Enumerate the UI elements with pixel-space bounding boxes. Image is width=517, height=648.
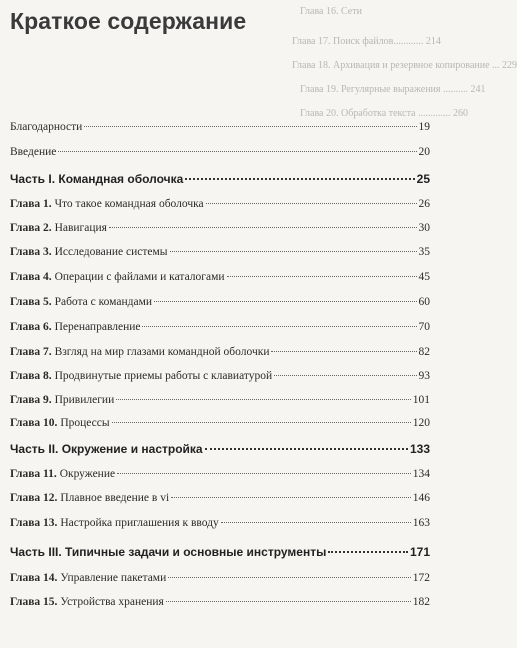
chapter-number: Глава 2. — [10, 222, 55, 234]
entry-title: Продвинутые приемы работы с клавиатурой — [54, 370, 273, 382]
toc-chapter-entry — [10, 393, 430, 407]
page-number: 182 — [412, 596, 430, 608]
entry-title: Работа с командами — [54, 296, 153, 308]
entry-title: Что такое командная оболочка — [54, 198, 204, 210]
bleed-through-text: Глава 17. Поиск файлов............ 214 — [292, 36, 441, 47]
table-of-contents — [10, 0, 430, 648]
page-number: 30 — [418, 222, 430, 234]
bleed-through-text: Глава 20. Обработка текста ............. 260 — [300, 108, 468, 119]
entry-title: Перенаправление — [54, 321, 141, 333]
page-number: 133 — [409, 442, 430, 456]
chapter-number: Глава 11. — [10, 468, 60, 480]
dot-leader — [206, 203, 417, 204]
toc-front-entry — [10, 145, 430, 159]
dot-leader — [109, 227, 417, 228]
toc-chapter-entry — [10, 491, 430, 505]
chapter-number: Глава 8. — [10, 370, 55, 382]
page-number: 45 — [418, 271, 430, 283]
chapter-number: Глава 15. — [10, 596, 61, 608]
dot-leader — [142, 326, 416, 327]
toc-chapter-entry — [10, 197, 430, 211]
entry-title: Благодарности — [10, 121, 83, 133]
dot-leader — [185, 178, 414, 180]
page-number: 163 — [412, 517, 430, 529]
bleed-through-text: Глава 16. Сети — [300, 6, 362, 17]
toc-chapter-entry — [10, 320, 430, 334]
entry-title: Взгляд на мир глазами командной оболочки — [54, 346, 270, 358]
toc-part-entry — [10, 172, 430, 186]
toc-chapter-entry — [10, 595, 430, 609]
dot-leader — [166, 601, 411, 602]
toc-chapter-entry — [10, 369, 430, 383]
chapter-number: Глава 13. — [10, 517, 61, 529]
dot-leader — [205, 448, 408, 450]
toc-chapter-entry — [10, 467, 430, 481]
chapter-number: Глава 7. — [10, 346, 55, 358]
entry-title: Введение — [10, 146, 57, 158]
page-number: 82 — [418, 346, 430, 358]
toc-chapter-entry — [10, 245, 430, 259]
dot-leader — [328, 551, 408, 553]
page-number: 35 — [418, 246, 430, 258]
chapter-number: Глава 10. — [10, 417, 61, 429]
dot-leader — [154, 301, 416, 302]
toc-chapter-entry — [10, 221, 430, 235]
page-number: 171 — [409, 545, 430, 559]
dot-leader — [171, 497, 411, 498]
dot-leader — [274, 375, 416, 376]
dot-leader — [168, 577, 411, 578]
entry-title: Часть II. Окружение и настройка — [10, 442, 203, 456]
chapter-number: Глава 4. — [10, 271, 55, 283]
entry-title: Управление пакетами — [60, 572, 167, 584]
dot-leader — [271, 351, 416, 352]
entry-title: Окружение — [59, 468, 116, 480]
chapter-number: Глава 9. — [10, 394, 55, 406]
page-number: 19 — [418, 121, 430, 133]
page-number: 60 — [418, 296, 430, 308]
entry-title: Процессы — [60, 417, 110, 429]
toc-part-entry — [10, 545, 430, 559]
dot-leader — [84, 126, 416, 127]
entry-title: Привилегии — [54, 394, 115, 406]
entry-title: Исследование системы — [54, 246, 168, 258]
dot-leader — [227, 276, 417, 277]
page-number: 120 — [412, 417, 430, 429]
entry-title: Часть III. Типичные задачи и основные инструменты — [10, 545, 327, 559]
toc-chapter-entry — [10, 270, 430, 284]
page-number: 70 — [418, 321, 430, 333]
page-number: 20 — [418, 146, 430, 158]
dot-leader — [58, 151, 416, 152]
entry-title: Часть I. Командная оболочка — [10, 172, 184, 186]
bleed-through-text: Глава 18. Архивация и резервное копирование ... 229 — [292, 60, 517, 71]
page-title: Краткое содержание — [10, 8, 247, 34]
dot-leader — [116, 399, 411, 400]
page-number: 101 — [412, 394, 430, 406]
toc-part-entry — [10, 442, 430, 456]
entry-title: Плавное введение в vi — [60, 492, 170, 504]
page-number: 134 — [412, 468, 430, 480]
entry-title: Устройства хранения — [60, 596, 164, 608]
toc-chapter-entry — [10, 571, 430, 585]
dot-leader — [221, 522, 411, 523]
dot-leader — [117, 473, 411, 474]
page-number: 93 — [418, 370, 430, 382]
page-number: 25 — [416, 172, 430, 186]
page-number: 146 — [412, 492, 430, 504]
chapter-number: Глава 3. — [10, 246, 55, 258]
page-number: 26 — [418, 198, 430, 210]
bleed-through-text: Глава 19. Регулярные выражения .......... 241 — [300, 84, 486, 95]
dot-leader — [170, 251, 417, 252]
entry-title: Навигация — [54, 222, 107, 234]
entry-title: Операции с файлами и каталогами — [54, 271, 225, 283]
toc-chapter-entry — [10, 516, 430, 530]
page-number: 172 — [412, 572, 430, 584]
chapter-number: Глава 1. — [10, 198, 55, 210]
chapter-number: Глава 14. — [10, 572, 61, 584]
chapter-number: Глава 5. — [10, 296, 55, 308]
chapter-number: Глава 12. — [10, 492, 61, 504]
toc-front-entry — [10, 120, 430, 134]
toc-chapter-entry — [10, 416, 430, 430]
dot-leader — [112, 422, 411, 423]
chapter-number: Глава 6. — [10, 321, 55, 333]
toc-chapter-entry — [10, 345, 430, 359]
toc-chapter-entry — [10, 295, 430, 309]
entry-title: Настройка приглашения к вводу — [60, 517, 219, 529]
